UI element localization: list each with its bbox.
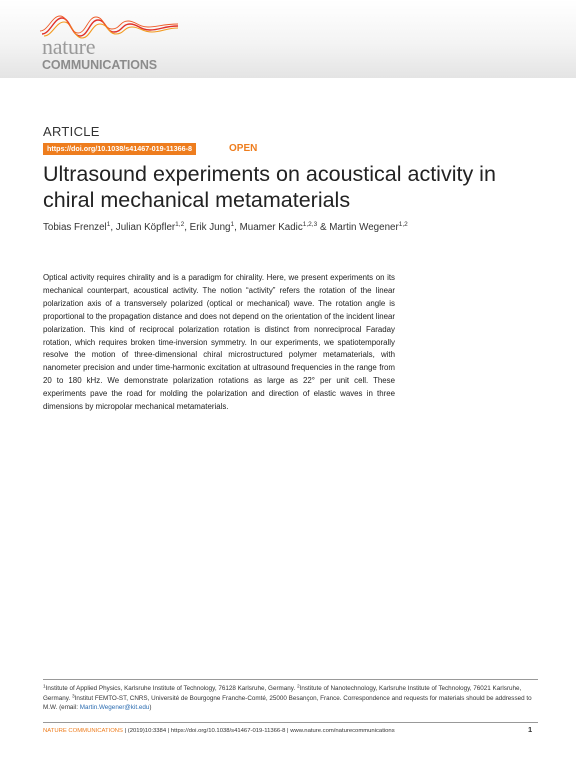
abstract-text: Optical activity requires chirality and is a paradigm for chirality. Here, we present experiments on its mechanical counterpart, acoustical activity. The notion “activity” refers the rotation of the linear polarization axis of a transversely polarized (optical or mechanical) wave. The rotation angle is proportional to the propagation distance and does not depend on the orientation of the incident linear polarization. This kind of reciprocal polarization rotation is distinct from nonreciprocal Faraday rotation, which requires broken time-inversion symmetry. In our experiments, we spatiotemporally resolve the motion of three-dimensional chiral microstructured polymer metamaterials, with nanometer precision and under time-harmonic excitation at ultrasound frequencies in the range from 20 to 180 kHz. We demonstrate polarization rotations as large as 22° per unit cell. These experiments pave the road for molding the polarization and direction of elastic waves in three dimensions by micropolar mechanical metamaterials. — [43, 273, 395, 412]
logo-wordmark-nature: nature — [42, 34, 96, 59]
footer-citation[interactable]: | (2019)10:3384 | https://doi.org/10.1038/s41467-019-11366-8 | www.nature.com/naturecommunications — [122, 728, 395, 734]
abstract — [43, 272, 395, 414]
journal-logo[interactable] — [40, 14, 200, 74]
affiliation-1: Institute of Applied Physics, Karlsruhe Institute of Technology, 76128 Karlsruhe, Germany. — [45, 685, 297, 692]
author-separator: , — [184, 222, 190, 233]
affiliation-footnotes — [43, 684, 535, 713]
author-affiliation: 1 — [106, 221, 111, 228]
author-name[interactable]: Julian Köpfler — [115, 222, 176, 233]
page-number: 1 — [528, 725, 533, 734]
author-separator: , — [234, 222, 240, 233]
open-access-badge: OPEN — [229, 143, 258, 154]
footnote-marker: 1 — [43, 684, 46, 690]
article-title: Ultrasound experiments on acoustical activity in chiral mechanical metamaterials — [43, 162, 496, 212]
author-name[interactable]: Martin Wegener — [329, 222, 399, 233]
affiliation-3: Institut FEMTO-ST, CNRS, Université de Bourgogne Franche-Comté, 25000 Besançon, France. Correspondence and requests for materials should be addressed to M.W. (email: — [43, 694, 532, 712]
author-name[interactable]: Erik Jung — [189, 222, 231, 233]
author-separator: , — [110, 222, 116, 233]
footnote-marker: 2 — [296, 684, 300, 690]
journal-header-band — [0, 0, 576, 78]
footnote-close: ) — [149, 704, 152, 712]
footnote-marker: 3 — [71, 694, 75, 700]
author-name[interactable]: Muamer Kadic — [239, 222, 303, 233]
author-separator: & — [317, 222, 330, 233]
footer-divider — [43, 722, 538, 723]
affiliation-2: Institute of Nanotechnology, Karlsruhe Institute of Technology, 76021 Karlsruhe, Germany. — [43, 685, 522, 702]
doi-link[interactable]: https://doi.org/10.1038/s41467-019-11366-8 — [43, 143, 196, 155]
page-footer — [43, 726, 538, 736]
author-affiliation: 1,2,3 — [302, 221, 318, 228]
footer-journal-name: NATURE COMMUNICATIONS — [43, 728, 123, 734]
author-affiliation: 1,2 — [398, 221, 408, 228]
article-type-label: ARTICLE — [43, 124, 100, 139]
correspondence-email-link[interactable]: Martin.Wegener@kit.edu — [79, 704, 150, 712]
author-affiliation: 1,2 — [175, 221, 185, 228]
author-list — [43, 221, 543, 235]
author-name[interactable]: Tobias Frenzel — [43, 222, 107, 233]
logo-wordmark-communications: COMMUNICATIONS — [42, 58, 158, 72]
author-affiliation: 1 — [230, 221, 235, 228]
footnote-divider — [43, 679, 538, 680]
